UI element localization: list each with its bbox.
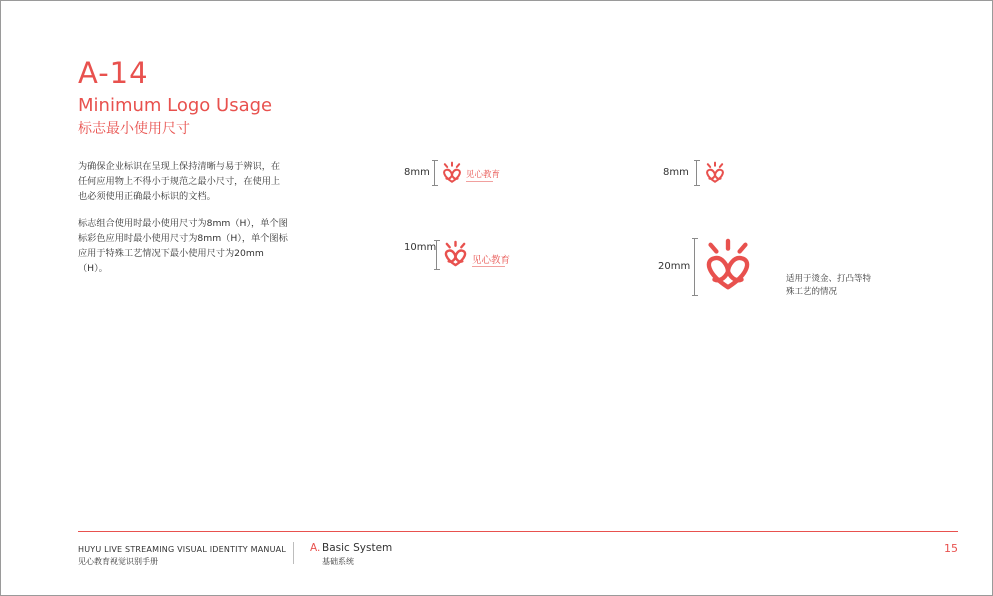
size-label-icon-20mm: 20mm [658,261,691,272]
page-title-cn: 标志最小使用尺寸 [78,121,190,137]
brand-name-combo-10mm: 见心教育 [472,255,511,266]
footer-section-letter: A. [310,542,321,554]
footer-manual-title-cn: 见心教育视觉识别手册 [78,557,158,566]
size-bracket-combo-10mm [436,240,437,270]
footer-manual-title-en: HUYU LIVE STREAMING VISUAL IDENTITY MANUAL [78,545,286,554]
infinity-heart-logo-icon [703,161,727,185]
footer-rule [78,531,958,532]
page-number: 15 [944,542,958,555]
size-bracket-icon-8mm [696,160,697,186]
infinity-heart-logo-icon [699,236,757,296]
description-paragraph-2: 标志组合使用时最小使用尺寸为8mm（H），单个图标彩色应用时最小使用尺寸为8mm（H），单个图标应用于特殊工艺情况下最小使用尺寸为20mm（H）。 [78,218,288,274]
size-label-combo-10mm: 10mm [404,242,437,253]
footer-section-title-cn: 基础系统 [322,557,354,566]
brand-subtext-line-8mm [466,181,493,182]
description-paragraph-1: 为确保企业标识在呈现上保持清晰与易于辨识，在任何应用物上不得小于规范之最小尺寸，在使用上也必须使用正确最小标识的文档。 [78,161,281,202]
size-label-icon-8mm: 8mm [663,167,689,178]
page-code: A-14 [78,56,149,90]
page-title-en: Minimum Logo Usage [78,95,273,116]
infinity-heart-logo-icon [441,240,470,269]
brand-subtext-line-10mm [472,266,505,267]
brand-name-combo-8mm: 见心教育 [466,170,501,180]
infinity-heart-logo-icon [440,161,464,185]
size-label-combo-8mm: 8mm [404,167,430,178]
special-process-note: 适用于烫金、打凸等特殊工艺的情况 [786,274,872,297]
footer-divider [293,542,294,564]
size-bracket-icon-20mm [694,238,695,296]
size-bracket-combo-8mm [434,160,435,186]
footer-section-title-en: Basic System [322,542,393,554]
